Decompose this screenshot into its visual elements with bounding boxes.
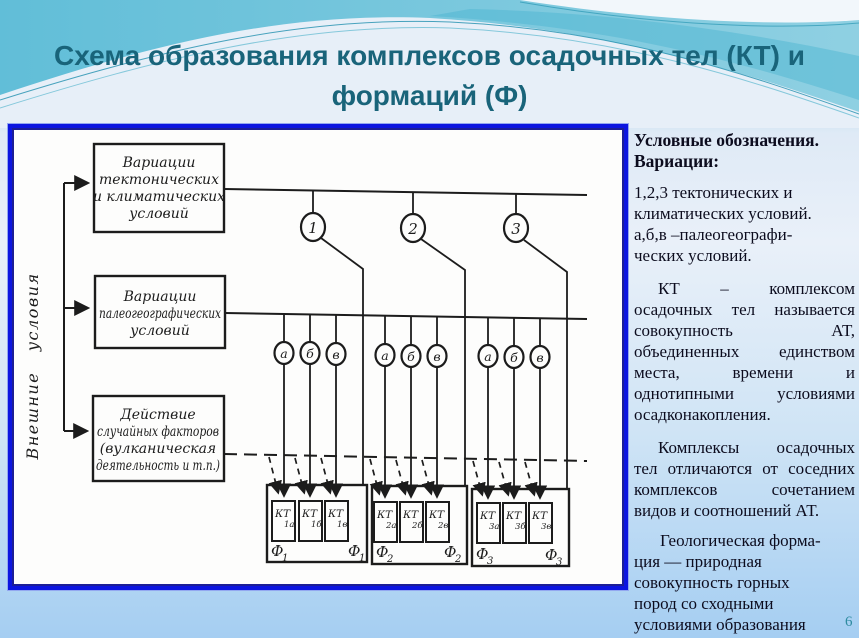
p-cx-l3: комплексов сочетанием [634,480,855,499]
label-1v: в [332,347,340,362]
kt1b-sub: 1б [311,520,322,530]
random-box-line4: деятельность и т.п.) [96,458,220,474]
paleo-h-line [225,313,587,319]
external-conditions-bracket [64,183,87,431]
dash-to-kt1v [321,458,330,492]
legend-paragraph-kt [634,278,855,425]
p-kt-l4: объединенных единством [634,342,855,361]
p-fm-l4: пород со сходными [634,594,774,613]
p-fm-l3: совокупность горных [634,573,790,592]
label-1a: а [280,346,288,361]
kt1v-sub: 1в [337,520,348,530]
p-fm-l2: ция — природная [634,552,762,571]
p-kt-l5: места, времени и [634,363,855,382]
variation-circle-2-label: 2 [408,220,418,238]
f2-left-sub: 2 [387,554,394,565]
kt1b-label: КТ [302,508,318,520]
label-1b: б [306,346,314,361]
paleo-connector-lines [225,313,587,497]
f1-right-sub: 1 [359,553,366,564]
p-cx-l1: Комплексы осадочных [658,438,855,457]
legend-heading [634,130,855,172]
paleo-box-line2: палеогеографических [99,306,222,322]
dash-to-kt1b [295,458,304,492]
kt2a-sub: 2а [386,521,397,531]
p-kt-l1: КТ – комплексом [658,279,855,298]
kt1a-sub: 1а [284,520,295,530]
label-2a: а [381,348,389,363]
p-fm-l5: условиями образования [634,615,806,634]
legend [634,130,855,635]
tectonic-h-line [224,189,587,195]
label-3v: в [536,350,544,365]
p-kt-l2: осадочных тел называется [634,300,855,319]
page-number: 6 [845,614,853,630]
f3-left: Ф [476,545,489,563]
label-2b: б [407,349,415,364]
kt3b-sub: 3б [515,522,526,532]
random-h-dashed-line [224,454,587,461]
diagram-panel [8,124,628,590]
f1-left: Ф [271,542,284,560]
kt3a-sub: 3а [489,522,500,532]
tectonic-box-line4: условий [129,206,189,222]
tectonic-box-line1: Вариации [122,155,196,171]
random-box-line1: Действие [120,407,196,423]
p-var-l3: а,б,в –палеогеографи- [634,225,793,244]
f2-right-sub: 2 [455,554,462,565]
paleo-box-line3: условий [130,323,190,339]
kt2v-label: КТ [429,509,445,521]
kt2a-label: КТ [377,509,393,521]
legend-heading-line1: Условные обозначения. [634,130,820,150]
kt1a-label: КТ [275,508,291,520]
legend-paragraph-variations [634,182,855,266]
slide-title-line1: Схема образования комплексов осадочных тел (КТ) и [54,40,805,71]
p-cx-l2: тел отличаются от соседних [634,459,855,478]
label-2v: в [433,349,441,364]
legend-heading-line2: Вариации: [634,151,720,171]
f2-right: Ф [444,543,457,561]
p-var-l2: климатических условий. [634,204,812,223]
f3-right-sub: 3 [556,557,563,568]
slide-title [30,36,829,116]
legend-paragraph-formation [634,530,855,635]
f1-right: Ф [348,542,361,560]
paleo-box-line1: Вариации [123,289,197,305]
f3-right: Ф [545,546,558,564]
formation-scheme-diagram [14,130,622,584]
variation-circle-3-label: 3 [511,220,521,238]
diagram-panel-inner [12,128,624,586]
kt2b-label: КТ [403,509,419,521]
kt3b-label: КТ [506,510,522,522]
random-box-line2: случайных факторов [97,424,219,440]
legend-paragraph-complex [634,437,855,521]
p-kt-l7: осадконакопления. [634,405,771,424]
kt2b-sub: 2б [412,521,423,531]
p-var-l1: 1,2,3 тектонических и [634,183,793,202]
f1-left-sub: 1 [282,553,289,564]
label-3b: б [510,350,518,365]
f3-left-sub: 3 [487,556,494,567]
tectonic-box-line2: тектонических [99,172,219,188]
external-conditions-label: Внешние условия [23,272,42,460]
kt1v-label: КТ [328,508,344,520]
dash-to-kt1a [269,457,278,492]
kt3v-sub: 3в [541,522,552,532]
variation-circle-1-label: 1 [308,219,318,237]
dash-to-kt2b [396,460,405,493]
label-3a: а [484,349,492,364]
p-kt-l6: однотипными условиями [634,384,855,403]
dash-to-kt2v [422,460,431,493]
slide-title-line2: формаций (Ф) [331,80,528,111]
tectonic-box-line3: и климатических [92,189,226,205]
random-box-line3: (вулканическая [99,441,217,457]
f2-left: Ф [376,543,389,561]
p-fm-l1: Геологическая форма- [660,531,821,550]
kt2v-sub: 2в [438,521,449,531]
kt3v-label: КТ [532,510,548,522]
kt3a-label: КТ [480,510,496,522]
p-kt-l3: совокупность АТ, [634,321,855,340]
p-var-l4: ческих условий. [634,246,752,265]
p-cx-l4: видов и соотношений АТ. [634,501,820,520]
